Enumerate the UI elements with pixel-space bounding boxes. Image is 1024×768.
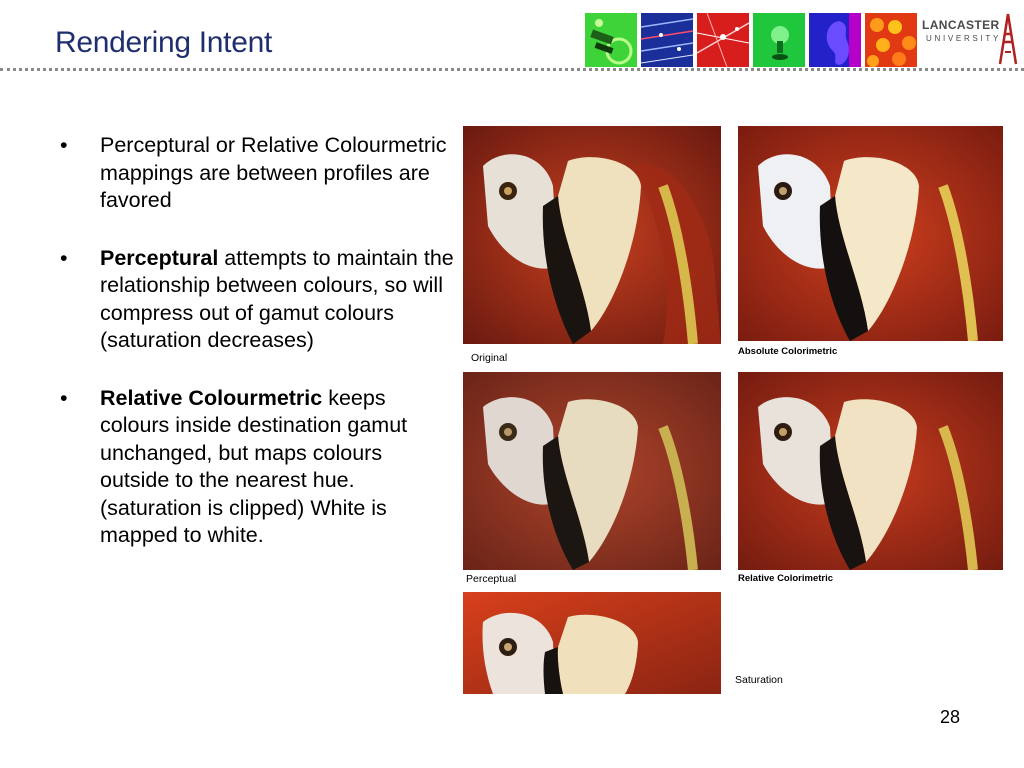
slide-title: Rendering Intent [55, 26, 273, 59]
bullet-bold-text: Perceptural [100, 245, 219, 270]
bullet-item [60, 245, 455, 355]
bullet-symbol: • [60, 385, 68, 410]
bullet-symbol: • [60, 133, 68, 157]
caption-absolute-colorimetric: Absolute Colorimetric [738, 346, 838, 357]
red-network-thumbnail [697, 13, 749, 67]
logo-subtitle: UNIVERSITY [926, 34, 1002, 43]
red-molecules-thumbnail [865, 13, 917, 67]
green-pushpin-thumbnail [753, 13, 805, 67]
title-divider [0, 68, 1024, 71]
bullet-item [60, 385, 455, 550]
page-number: 28 [940, 707, 961, 727]
caption-saturation: Saturation [735, 674, 783, 686]
caption-relative-colorimetric: Relative Colorimetric [738, 573, 834, 584]
blue-network-thumbnail [641, 13, 693, 67]
parrot-image-perceptual [463, 372, 721, 570]
caption-original: Original [471, 352, 508, 364]
parrot-image-absolute-colorimetric [738, 126, 1003, 341]
blue-ear-thumbnail [809, 13, 861, 67]
bullet-list [60, 132, 455, 580]
lancaster-logo-icon [996, 12, 1020, 66]
bullet-item [60, 132, 455, 215]
parrot-image-original [463, 126, 721, 344]
caption-perceptual: Perceptual [466, 573, 517, 585]
logo-name: LANCASTER [922, 18, 1000, 32]
lancaster-university-logo [922, 12, 1022, 68]
bullet-text: keeps colours inside destination gamut unchanged, but maps colours outside to the nearest hue. (saturation is clipped) White is mapped to white. [100, 385, 408, 547]
parrot-image-relative-colorimetric [738, 372, 1003, 570]
bullet-text: attempts to maintain the relationship between colours, so will compress out of gamut colours (saturation decreases) [100, 245, 454, 352]
green-circuit-thumbnail [585, 13, 637, 67]
parrot-image-saturation [463, 592, 721, 694]
bullet-text: Perceptural or Relative Colourmetric mappings are between profiles are favored [100, 133, 447, 212]
bullet-symbol: • [60, 245, 68, 270]
bullet-bold-text: Relative Colourmetric [100, 385, 323, 410]
